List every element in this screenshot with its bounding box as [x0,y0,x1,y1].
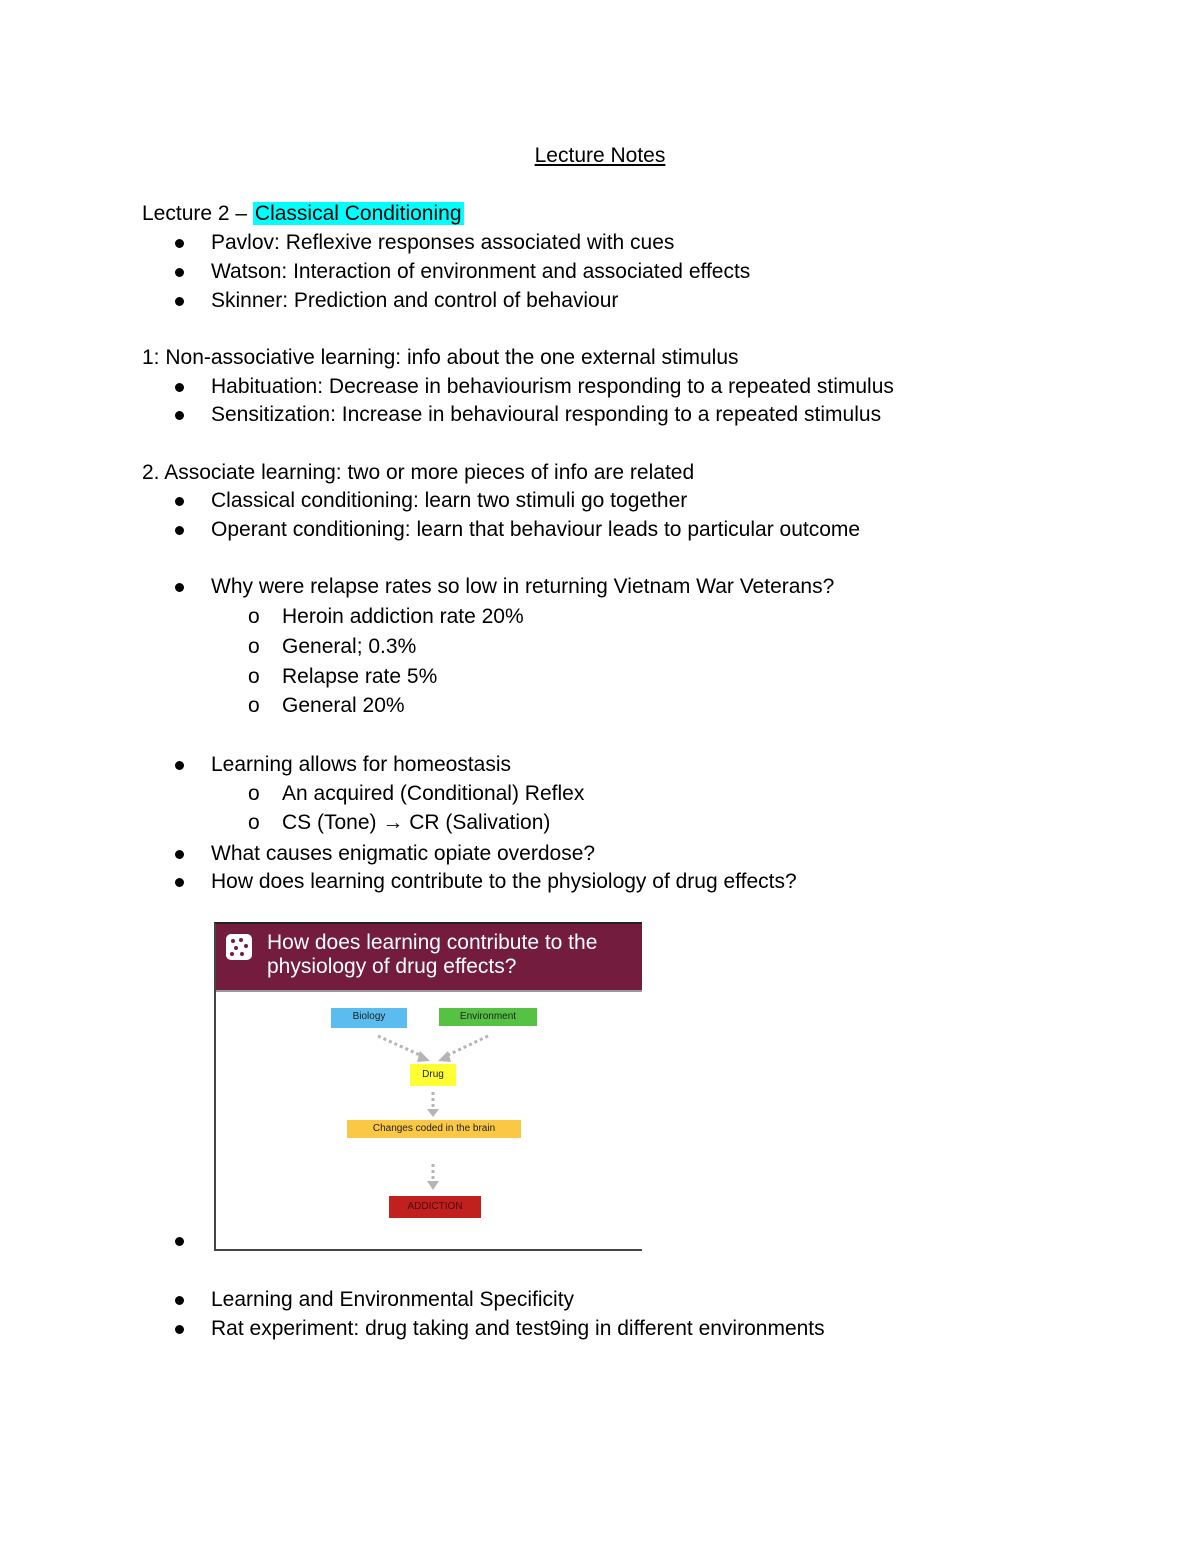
bullet-text: Pavlov: Reflexive responses associated with cues [211,231,675,254]
bullet-dot [175,497,184,506]
sub-bullet-text: Heroin addiction rate 20% [282,605,524,628]
bullet-dot [175,850,184,859]
section1-heading: 1: Non-associative learning: info about the one external stimulus [142,346,739,369]
biology-box: Biology [331,1008,407,1028]
bullet-dot [175,239,184,248]
sub-bullet-marker: o [248,605,260,628]
bullet-dot [175,268,184,277]
bullet-text: Operant conditioning: learn that behaviour leads to particular outcome [211,518,861,541]
lecture-topic-highlight: Classical Conditioning [254,202,462,225]
bullet-text: Skinner: Prediction and control of behaviour [211,289,619,312]
bullet-text: Habituation: Decrease in behaviourism responding to a repeated stimulus [211,375,894,398]
bullet-dot [175,1237,184,1246]
bullet-text: Rat experiment: drug taking and test9ing in different environments [211,1317,825,1340]
sub-bullet-marker: o [248,811,260,834]
sub-bullet-text: General; 0.3% [282,635,417,658]
bullet-text: Watson: Interaction of environment and associated effects [211,260,751,283]
environment-box: Environment [439,1008,537,1026]
sub-bullet-marker: o [248,665,260,688]
embedded-slide-image [214,922,642,1251]
sub-bullet-marker: o [248,694,260,717]
sub-bullet-marker: o [248,782,260,805]
drug-box: Drug [410,1064,456,1086]
brain-changes-box: Changes coded in the brain [347,1120,521,1138]
bullet-dot [175,526,184,535]
document-title: Lecture Notes [534,144,666,167]
bullet-dot [175,1296,184,1305]
bullet-text: Learning and Environmental Specificity [211,1288,575,1311]
bullet-text: What causes enigmatic opiate overdose? [211,842,596,865]
bullet-text: Classical conditioning: learn two stimuli go together [211,489,688,512]
bullet-text: Sensitization: Increase in behavioural responding to a repeated stimulus [211,403,882,426]
bullet-dot [175,411,184,420]
slide-title: How does learning contribute to the physiology of drug effects? [267,931,598,978]
bullet-dot [175,878,184,887]
bullet-text: Why were relapse rates so low in returning Vietnam War Veterans? [211,575,835,598]
sub-bullet-text: CS (Tone) → CR (Salivation) [282,811,551,834]
sub-bullet-marker: o [248,635,260,658]
addiction-box: ADDICTION [389,1196,481,1218]
sub-bullet-text: An acquired (Conditional) Reflex [282,782,585,805]
bullet-dot [175,761,184,770]
bullet-dot [175,1325,184,1334]
bullet-dot [175,297,184,306]
lecture-heading [142,201,464,227]
sub-bullet-text: General 20% [282,694,405,717]
bullet-text: Learning allows for homeostasis [211,753,511,776]
section2-heading: 2. Associate learning: two or more pieces of info are related [142,461,695,484]
sub-bullet-text: Relapse rate 5% [282,665,438,688]
bullet-dot [175,383,184,392]
bullet-dot [175,583,184,592]
bullet-text: How does learning contribute to the physiology of drug effects? [211,870,797,893]
lecture-prefix: Lecture 2 – [142,202,253,225]
